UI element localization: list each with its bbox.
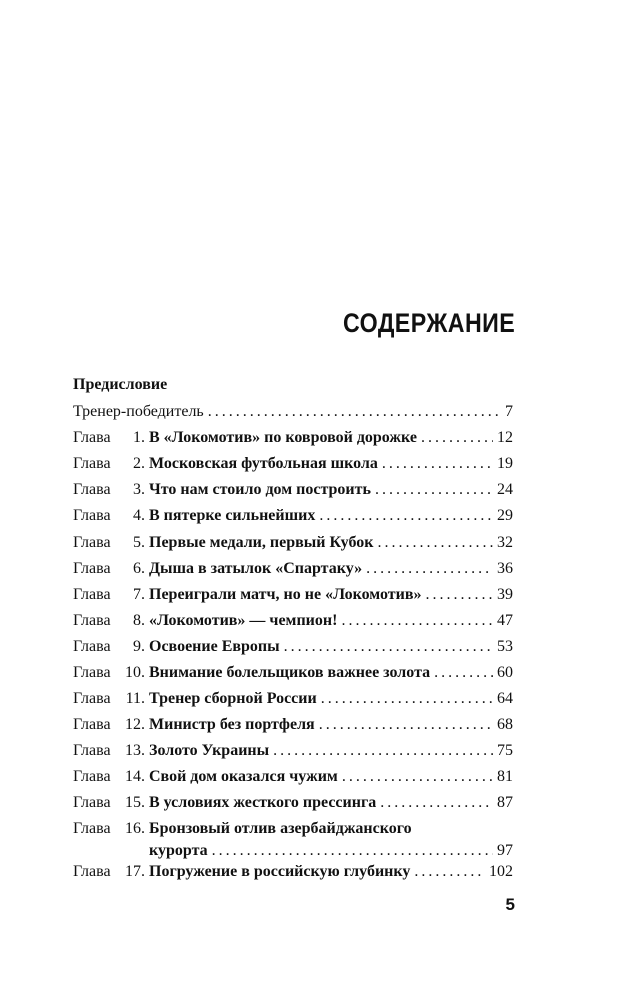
leader-dots: [319, 714, 493, 736]
chapter-number: 9.: [133, 638, 145, 655]
leader-dots: [421, 427, 493, 449]
toc-entry-chapter[interactable]: [73, 688, 513, 710]
entry-page: 47: [497, 612, 513, 629]
chapter-word: Глава: [73, 612, 111, 629]
chapter-number: 3.: [133, 481, 145, 498]
toc-entry-chapter[interactable]: [73, 610, 513, 632]
entry-title: Свой дом оказался чужим: [149, 768, 338, 785]
leader-dots: [284, 636, 493, 658]
entry-page: 24: [497, 481, 513, 498]
entry-title: Переиграли матч, но не «Локомотив»: [149, 586, 422, 603]
chapter-number: 2.: [133, 455, 145, 472]
chapter-number: 6.: [133, 560, 145, 577]
toc-entry-chapter[interactable]: [73, 636, 513, 658]
leader-dots: [321, 688, 493, 710]
chapter-word: Глава: [73, 586, 111, 603]
chapter-number: 8.: [133, 612, 145, 629]
toc-entry-chapter[interactable]: [73, 792, 513, 814]
toc-entry-chapter[interactable]: [73, 766, 513, 788]
toc-entry-chapter[interactable]: [73, 453, 513, 475]
toc-entry-preface[interactable]: [73, 401, 513, 423]
toc-entry-chapter[interactable]: [73, 584, 513, 606]
leader-dots: [341, 610, 493, 632]
entry-page: 12: [497, 429, 513, 446]
chapter-number: 17.: [125, 863, 145, 880]
leader-dots: [366, 558, 493, 580]
leader-dots: [377, 532, 493, 554]
chapter-number: 5.: [133, 534, 145, 551]
toc-entry-chapter[interactable]: [73, 740, 513, 762]
leader-dots: [319, 505, 493, 527]
toc-entry-chapter[interactable]: [73, 505, 513, 527]
entry-title-continued: курорта: [149, 842, 208, 859]
chapter-number: 13.: [125, 742, 145, 759]
toc-entry-chapter[interactable]: [73, 558, 513, 580]
leader-dots: [425, 584, 493, 606]
chapter-number: 12.: [125, 716, 145, 733]
entry-page: 97: [497, 842, 513, 859]
leader-dots: [342, 766, 493, 788]
entry-title: Тренер сборной России: [149, 690, 317, 707]
chapter-number: 16.: [125, 820, 145, 837]
leader-dots: [434, 662, 493, 684]
chapter-word: Глава: [73, 768, 111, 785]
page-title: СОДЕРЖАНИЕ: [342, 308, 515, 338]
toc-entry-continuation[interactable]: [149, 840, 513, 862]
toc-entry-chapter[interactable]: [73, 861, 513, 883]
entry-page: 60: [497, 664, 513, 681]
chapter-number: 15.: [125, 794, 145, 811]
chapter-number: 1.: [133, 429, 145, 446]
leader-dots: [212, 840, 493, 862]
chapter-word: Глава: [73, 429, 111, 446]
entry-title: Погружение в российскую глубинку: [149, 863, 411, 880]
entry-title: Золото Украины: [149, 742, 270, 759]
entry-title: Освоение Европы: [149, 638, 280, 655]
entry-title: Дыша в затылок «Спартаку»: [149, 560, 363, 577]
entry-title: Внимание болельщиков важнее золота: [149, 664, 431, 681]
entry-title: Бронзовый отлив азербайджанского: [149, 820, 412, 837]
entry-title: В «Локомотив» по ковровой дорожке: [149, 429, 417, 446]
chapter-word: Глава: [73, 794, 111, 811]
leader-dots: [273, 740, 493, 762]
chapter-word: Глава: [73, 481, 111, 498]
entry-title: Министр без портфеля: [149, 716, 315, 733]
chapter-word: Глава: [73, 534, 111, 551]
entry-title: «Локомотив» — чемпион!: [149, 612, 338, 629]
entry-page: 87: [497, 794, 513, 811]
entry-page: 64: [497, 690, 513, 707]
chapter-word: Глава: [73, 560, 111, 577]
entry-page: 75: [497, 742, 513, 759]
chapter-word: Глава: [73, 455, 111, 472]
entry-title: Первые медали, первый Кубок: [149, 534, 374, 551]
leader-dots: [382, 453, 493, 475]
entry-title: Что нам стоило дом построить: [149, 481, 371, 498]
entry-page: 19: [497, 455, 513, 472]
chapter-number: 7.: [133, 586, 145, 603]
entry-page: 39: [497, 586, 513, 603]
entry-title: В условиях жесткого прессинга: [149, 794, 377, 811]
leader-dots: [380, 792, 493, 814]
chapter-number: 4.: [133, 507, 145, 524]
toc-entry-chapter[interactable]: [73, 532, 513, 554]
toc-entry-chapter[interactable]: [73, 714, 513, 736]
entry-page: 102: [489, 863, 513, 880]
page-number: 5: [505, 895, 515, 914]
leader-dots: [414, 861, 485, 883]
section-heading: Предисловие: [73, 376, 168, 393]
entry-page: 68: [497, 716, 513, 733]
chapter-word: Глава: [73, 690, 111, 707]
entry-title: Московская футбольная школа: [149, 455, 378, 472]
chapter-number: 11.: [125, 690, 145, 707]
chapter-word: Глава: [73, 664, 111, 681]
toc-entry-chapter[interactable]: [73, 427, 513, 449]
chapter-word: Глава: [73, 716, 111, 733]
toc-entry-chapter[interactable]: [73, 818, 513, 840]
chapter-word: Глава: [73, 742, 111, 759]
chapter-number: 10.: [125, 664, 145, 681]
entry-page: 7: [505, 403, 513, 420]
entry-title: В пятерке сильнейших: [149, 507, 316, 524]
toc-entry-chapter[interactable]: [73, 662, 513, 684]
chapter-word: Глава: [73, 820, 111, 837]
entry-title: Тренер-победитель: [73, 403, 204, 420]
entry-page: 53: [497, 638, 513, 655]
entry-page: 29: [497, 507, 513, 524]
chapter-word: Глава: [73, 638, 111, 655]
leader-dots: [208, 401, 501, 423]
leader-dots: [375, 479, 493, 501]
entry-page: 32: [497, 534, 513, 551]
entry-page: 36: [497, 560, 513, 577]
chapter-word: Глава: [73, 863, 111, 880]
chapter-number: 14.: [125, 768, 145, 785]
chapter-word: Глава: [73, 507, 111, 524]
entry-page: 81: [497, 768, 513, 785]
toc-entry-chapter[interactable]: [73, 479, 513, 501]
